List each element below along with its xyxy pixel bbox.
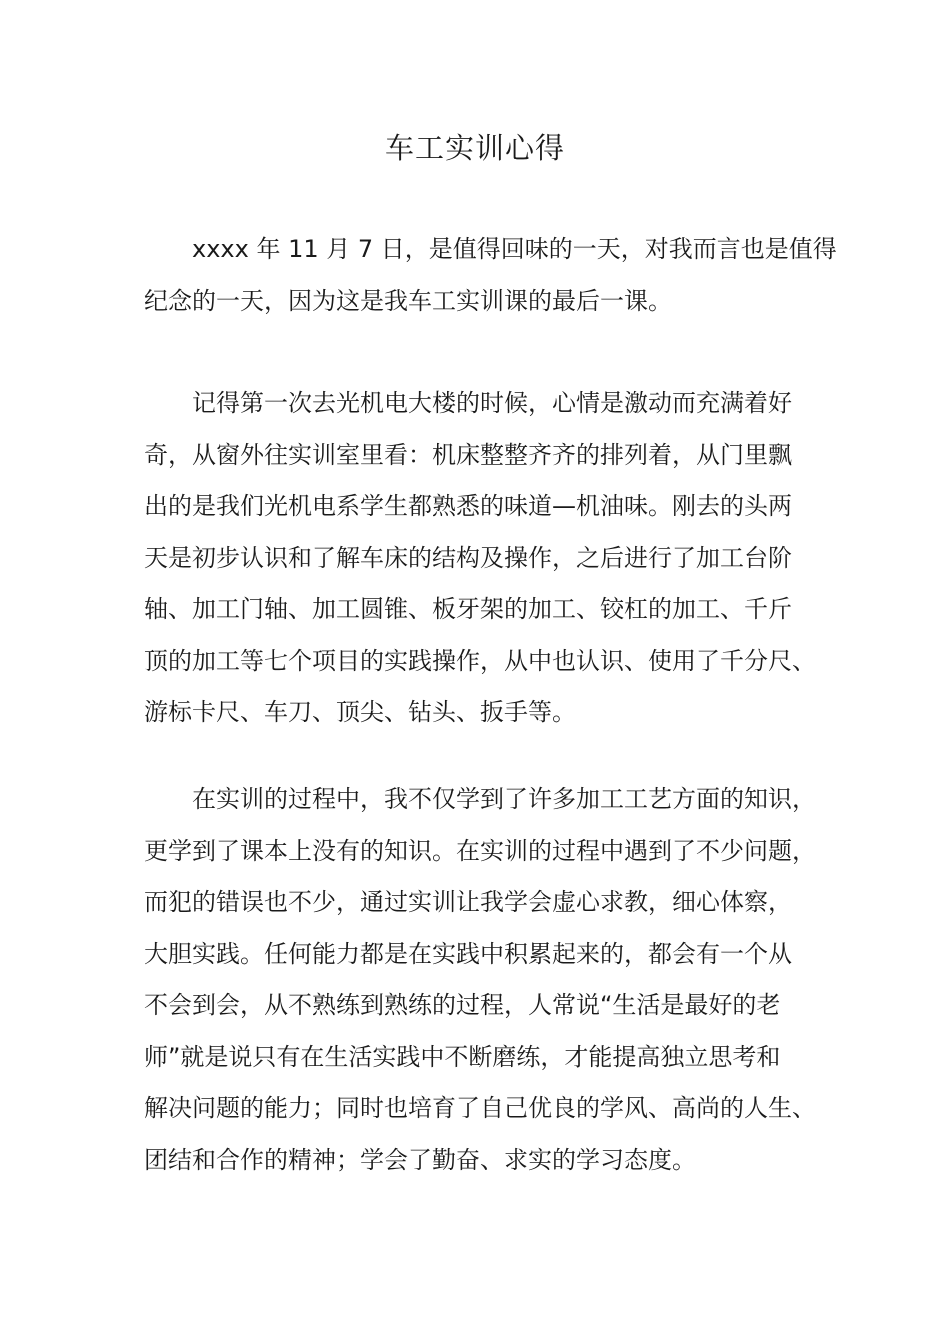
paragraph-line: 天是初步认识和了解车床的结构及操作，之后进行了加工台阶	[144, 543, 792, 572]
paragraph-line: 师”就是说只有在生活实践中不断磨练，才能提高独立思考和	[144, 1042, 781, 1071]
paragraph-line: 解决问题的能力；同时也培育了自己优良的学风、高尚的人生、	[144, 1094, 816, 1122]
paragraph-line: 大胆实践。任何能力都是在实践中积累起来的，都会有一个从	[144, 939, 792, 968]
paragraph-1	[144, 224, 837, 327]
paragraph-3	[144, 774, 816, 1186]
paragraph-line: 纪念的一天，因为这是我车工实训课的最后一课。	[144, 286, 672, 315]
paragraph-line: 在实训的过程中，我不仅学到了许多加工工艺方面的知识，	[192, 785, 816, 813]
document-title: 车工实训心得	[384, 131, 565, 165]
paragraph-line: xxxx 年 11 月 7 日，是值得回味的一天，对我而言也是值得	[192, 235, 837, 263]
paragraph-line: 团结和合作的精神；学会了勤奋、求实的学习态度。	[144, 1145, 696, 1174]
paragraph-line: 奇，从窗外往实训室里看：机床整整齐齐的排列着，从门里飘	[144, 440, 792, 469]
paragraph-2	[144, 378, 816, 739]
paragraph-line: 轴、加工门轴、加工圆锥、板牙架的加工、铰杠的加工、千斤	[144, 595, 792, 623]
paragraph-line: 记得第一次去光机电大楼的时候，心情是激动而充满着好	[192, 389, 792, 417]
paragraph-line: 顶的加工等七个项目的实践操作，从中也认识、使用了千分尺、	[144, 646, 816, 675]
paragraph-line: 更学到了课本上没有的知识。在实训的过程中遇到了不少问题，	[144, 836, 816, 865]
paragraph-line: 而犯的错误也不少，通过实训让我学会虚心求教，细心体察，	[144, 888, 792, 916]
paragraph-line: 游标卡尺、车刀、顶尖、钻头、扳手等。	[144, 698, 576, 726]
paragraph-line: 不会到会，从不熟练到熟练的过程，人常说“生活是最好的老	[144, 991, 781, 1019]
paragraph-line: 出的是我们光机电系学生都熟悉的味道—机油味。刚去的头两	[144, 492, 792, 520]
